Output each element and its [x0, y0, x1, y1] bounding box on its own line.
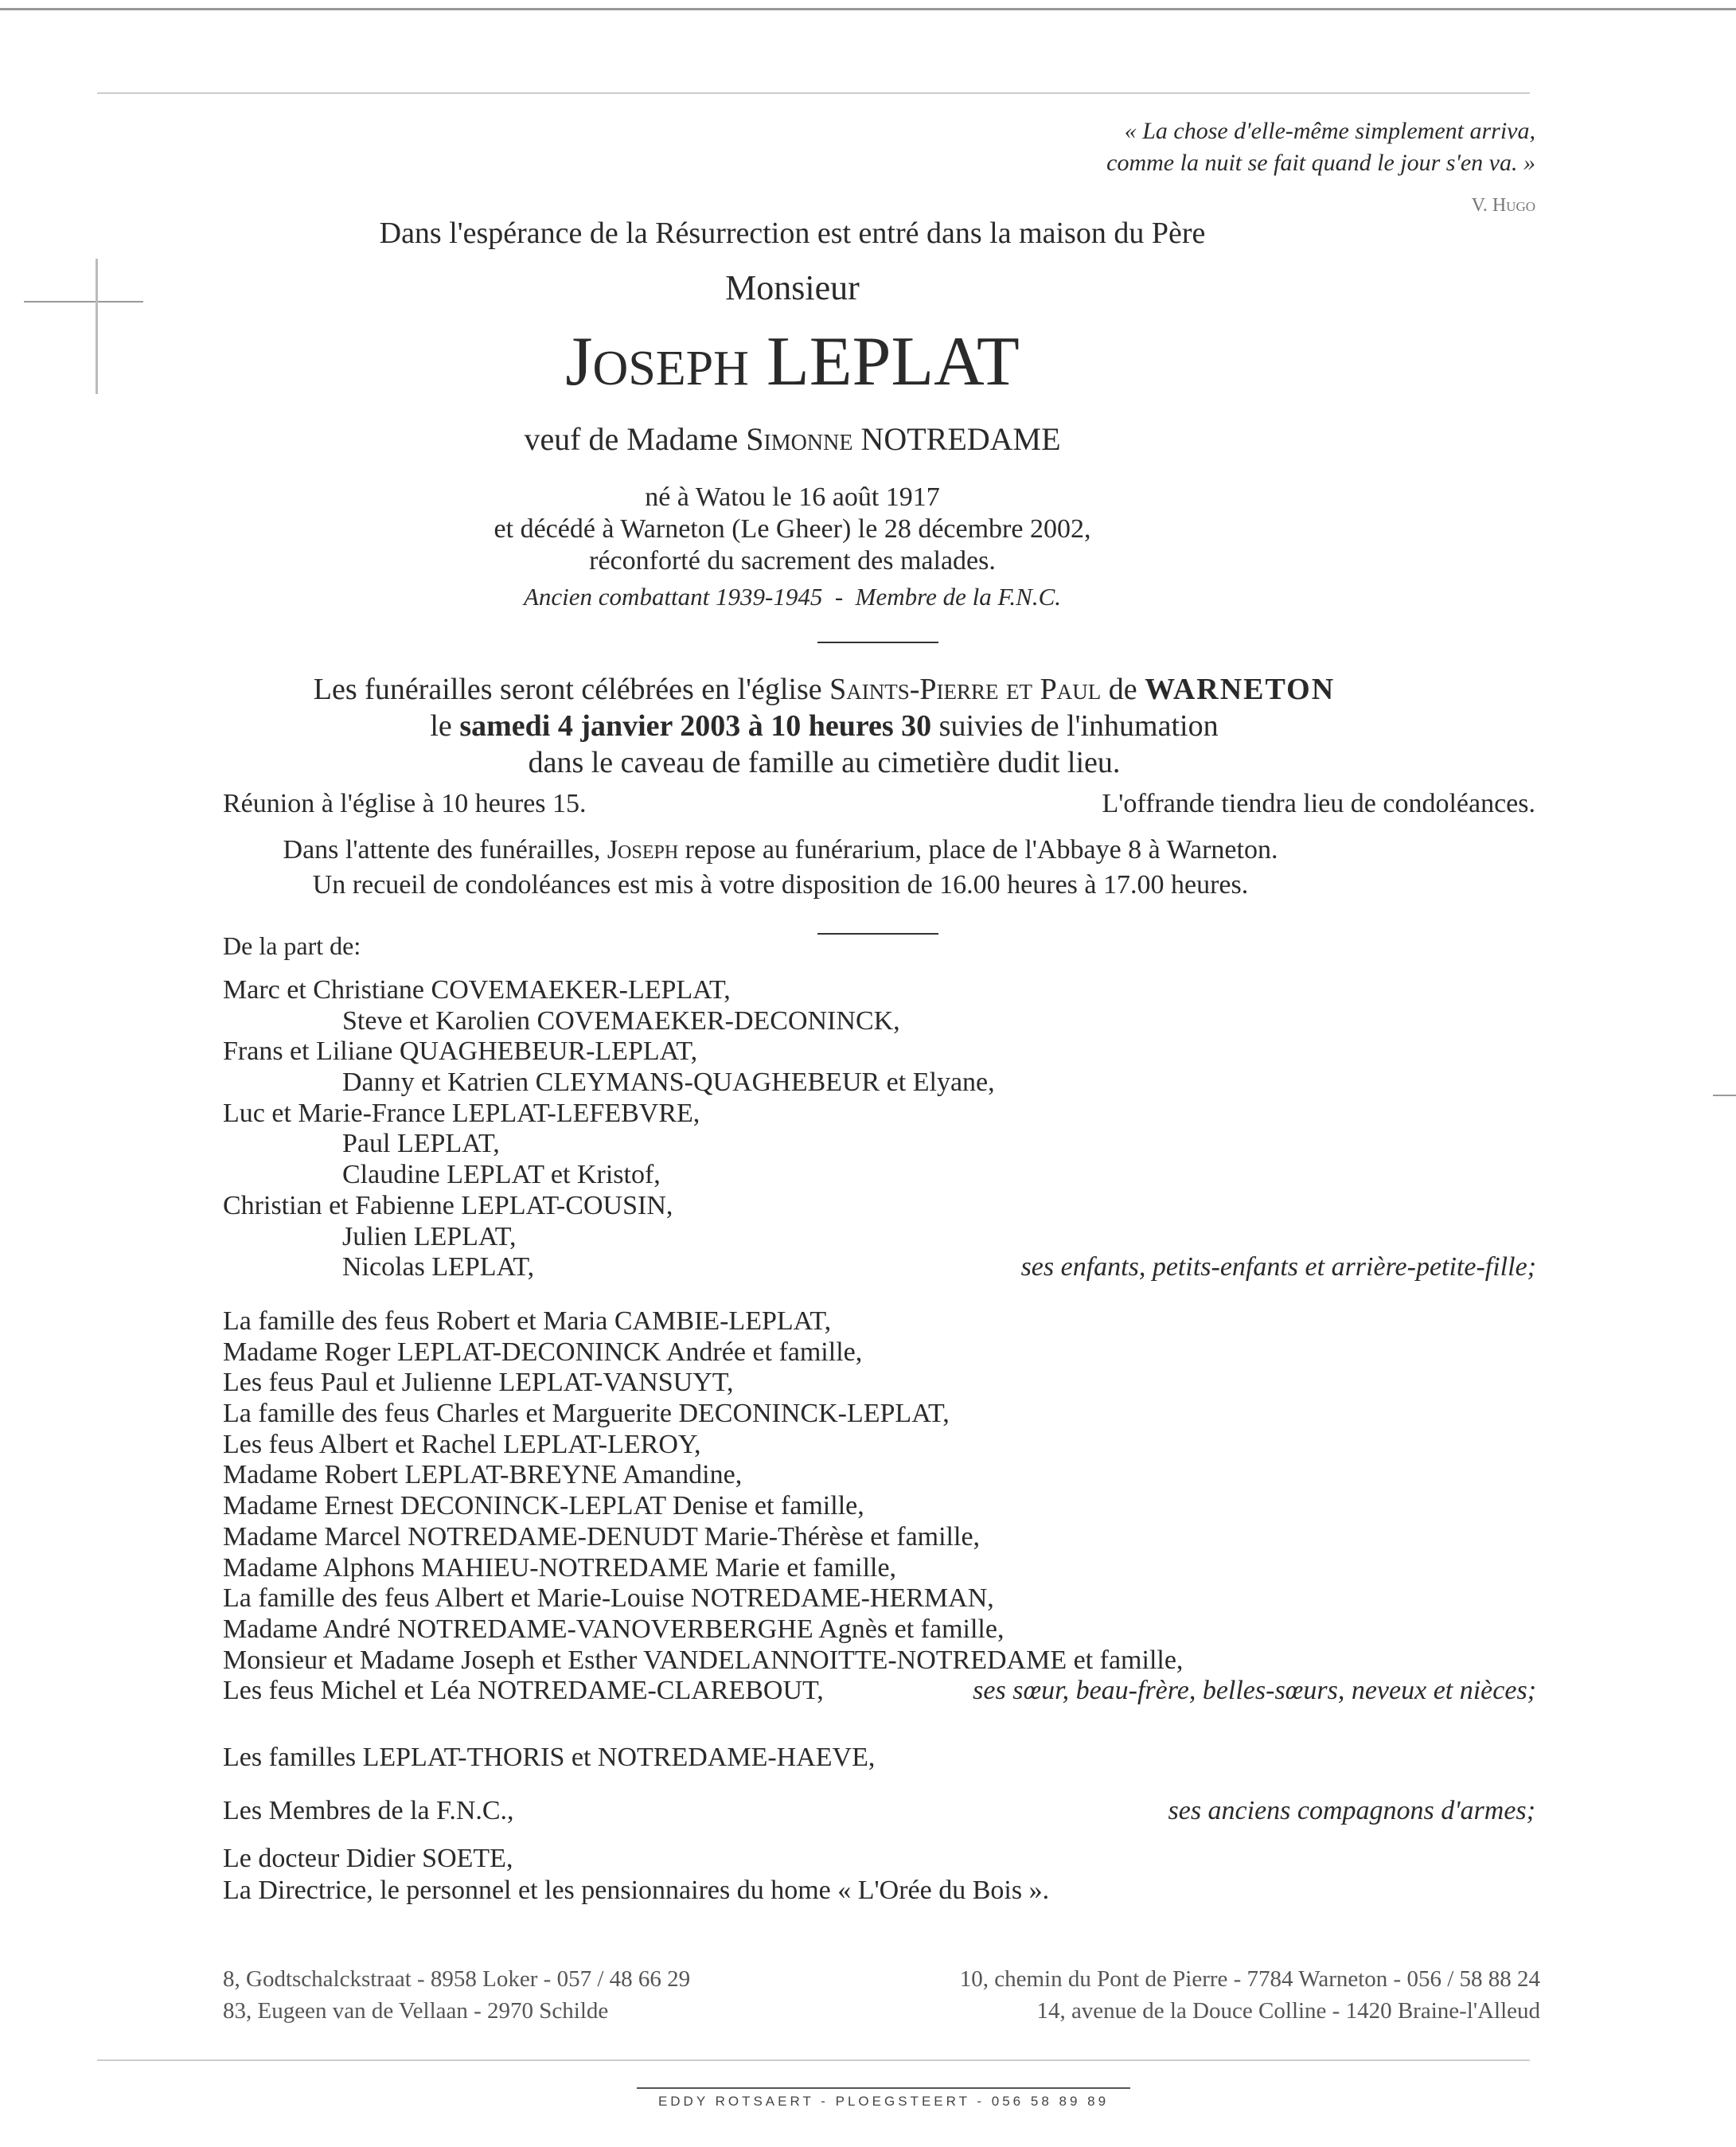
family-line	[223, 1222, 1536, 1253]
family-entry: Julien LEPLAT,	[342, 1221, 517, 1251]
family-entry: Paul LEPLAT,	[342, 1129, 500, 1159]
family-entry: Nicolas LEPLAT,	[342, 1252, 535, 1282]
family-line	[223, 1129, 1536, 1160]
family-line	[223, 1036, 1536, 1068]
family-entry: Marc et Christiane COVEMAEKER-LEPLAT,	[223, 975, 731, 1005]
top-border-line	[97, 92, 1530, 94]
bio-sacrament: réconforté du sacrement des malades.	[589, 546, 996, 576]
bio-veteran: Ancien combattant 1939-1945 - Membre de la F.N.C.	[523, 583, 1061, 611]
address-left-2: 83, Eugeen van de Vellaan - 2970 Schilde	[223, 1998, 609, 2024]
funeral-line-3: dans le caveau de famille au cimetière dudit lieu.	[528, 746, 1121, 779]
family-entry: Monsieur et Madame Joseph et Esther VANDELANNOITTE-NOTREDAME et famille,	[223, 1645, 1184, 1675]
right-fold-mark	[1713, 1095, 1736, 1096]
family-related-families: Les familles LEPLAT-THORIS et NOTREDAME-HAEVE,	[223, 1743, 876, 1772]
family-line	[223, 1614, 1536, 1645]
widower-last-name: NOTREDAME	[860, 421, 1061, 457]
from-label: De la part de:	[223, 931, 361, 960]
family-entry: La famille des feus Charles et Marguerite DECONINCK-LEPLAT,	[223, 1399, 950, 1429]
printer-credit: EDDY ROTSAERT - PLOEGSTEERT - 056 58 89 89	[657, 2094, 1110, 2109]
bio-birth: né à Watou le 16 août 1917	[645, 482, 940, 512]
honorific: Monsieur	[725, 268, 860, 307]
funeral-le: le	[430, 709, 460, 743]
funeral-line-1	[0, 671, 1692, 708]
family-line	[223, 975, 1536, 1006]
quote-line-2: comme la nuit se fait quand le jour s'en va. »	[1106, 150, 1535, 176]
family-entry: La famille des feus Albert et Marie-Louise NOTREDAME-HERMAN,	[223, 1583, 994, 1614]
family-line	[223, 1368, 1536, 1399]
funeral-town: WARNETON	[1145, 673, 1336, 706]
widower-first-name: Simonne	[746, 421, 853, 457]
family-entry: Les feus Albert et Rachel LEPLAT-LEROY,	[223, 1429, 701, 1459]
church-name-2: Paul	[1040, 673, 1102, 706]
family-line	[223, 1553, 1536, 1584]
funeral-datetime: samedi 4 janvier 2003 à 10 heures 30	[459, 709, 932, 743]
family-entry: Claudine LEPLAT et Kristof,	[342, 1160, 661, 1190]
family-entry: Madame Ernest DECONINCK-LEPLAT Denise et famille,	[223, 1491, 864, 1521]
family-line	[223, 1337, 1536, 1368]
bottom-border-line	[97, 2059, 1530, 2061]
relation-children: ses enfants, petits-enfants et arrière-petite-fille;	[1020, 1252, 1536, 1282]
family-children	[223, 975, 1536, 1283]
top-scan-edge	[0, 8, 1736, 10]
funeral-text: Les funérailles seront célébrées en l'église	[313, 673, 830, 706]
family-entry: Danny et Katrien CLEYMANS-QUAGHEBEUR et Elyane,	[342, 1068, 995, 1098]
family-line	[223, 1522, 1536, 1553]
bio-death: et décédé à Warneton (Le Gheer) le 28 décembre 2002,	[493, 514, 1091, 544]
family-line	[223, 1491, 1536, 1522]
family-line	[223, 1460, 1536, 1491]
family-line	[223, 1676, 1536, 1707]
rest-line-2: Un recueil de condoléances est mis à votre disposition de 16.00 heures à 17.00 heures.	[312, 870, 1249, 900]
family-line	[223, 1399, 1536, 1430]
family-entry: Steve et Karolien COVEMAEKER-DECONINCK,	[342, 1005, 900, 1036]
family-line	[223, 1430, 1536, 1461]
address-right-2: 14, avenue de la Douce Colline - 1420 Braine-l'Alleud	[1036, 1998, 1540, 2024]
address-left-1: 8, Godtschalckstraat - 8958 Loker - 057 / 48 66 29	[223, 1966, 691, 1992]
widower-line	[0, 420, 1660, 459]
family-line	[223, 1068, 1536, 1099]
meeting-time: Réunion à l'église à 10 heures 15.	[223, 789, 587, 818]
family-line	[223, 1645, 1536, 1677]
funeral-line-2	[0, 708, 1692, 744]
deceased-name	[0, 318, 1660, 406]
printer-rule	[637, 2087, 1130, 2089]
widower-prefix: veuf de Madame	[524, 421, 739, 457]
family-line	[223, 1006, 1536, 1037]
family-entry: Christian et Fabienne LEPLAT-COUSIN,	[223, 1190, 673, 1220]
rest-text-a: Dans l'attente des funérailles,	[283, 835, 607, 865]
family-entry: Madame Roger LEPLAT-DECONINCK Andrée et famille,	[223, 1337, 863, 1367]
family-line	[223, 1306, 1536, 1337]
family-entry: Madame André NOTREDAME-VANOVERBERGHE Agnès et famille,	[223, 1614, 1005, 1644]
church-name-1: Saints-Pierre	[829, 673, 999, 706]
rest-name: Joseph	[607, 835, 679, 865]
separator-2	[817, 933, 938, 935]
deceased-last-name: LEPLAT	[766, 323, 1020, 400]
rest-text-c: repose au funérarium, place de l'Abbaye 8 à Warneton.	[678, 835, 1278, 865]
family-line	[223, 1099, 1536, 1130]
family-doctor: Le docteur Didier SOETE,	[223, 1844, 513, 1873]
family-care-home: La Directrice, le personnel et les pensionnaires du home « L'Orée du Bois ».	[223, 1876, 1050, 1905]
family-line	[223, 1252, 1536, 1283]
family-entry: Les feus Michel et Léa NOTREDAME-CLAREBOUT,	[223, 1676, 824, 1706]
rest-line-1	[0, 834, 1648, 866]
family-line	[223, 1583, 1536, 1614]
deceased-first-name: Joseph	[565, 323, 749, 400]
family-entry: Luc et Marie-France LEPLAT-LEFEBVRE,	[223, 1098, 700, 1128]
family-entry: Madame Marcel NOTREDAME-DENUDT Marie-Thérèse et famille,	[223, 1521, 981, 1552]
family-siblings	[223, 1306, 1536, 1707]
family-entry: Madame Robert LEPLAT-BREYNE Amandine,	[223, 1460, 743, 1490]
quote-author: V. Hugo	[1471, 195, 1535, 216]
family-entry: Frans et Liliane QUAGHEBEUR-LEPLAT,	[223, 1036, 698, 1067]
family-fnc-members: Les Membres de la F.N.C.,	[223, 1796, 514, 1825]
family-entry: Les feus Paul et Julienne LEPLAT-VANSUYT,	[223, 1368, 734, 1398]
separator-1	[817, 642, 938, 643]
intro-line: Dans l'espérance de la Résurrection est entré dans la maison du Père	[379, 217, 1206, 250]
family-entry: La famille des feus Robert et Maria CAMBIE-LEPLAT,	[223, 1306, 832, 1336]
funeral-de: de	[1101, 673, 1145, 706]
family-entry: Madame Alphons MAHIEU-NOTREDAME Marie et famille,	[223, 1552, 897, 1583]
quote-line-1: « La chose d'elle-même simplement arriva,	[1124, 118, 1535, 144]
address-right-1: 10, chemin du Pont de Pierre - 7784 Warneton - 056 / 58 88 24	[959, 1966, 1540, 1992]
offering-note: L'offrande tiendra lieu de condoléances.	[1102, 789, 1535, 818]
funeral-burial: suivies de l'inhumation	[931, 709, 1219, 743]
relation-siblings: ses sœur, beau-frère, belles-sœurs, neveux et nièces;	[973, 1676, 1536, 1706]
relation-comrades: ses anciens compagnons d'armes;	[1168, 1796, 1535, 1825]
family-line	[223, 1191, 1536, 1222]
church-conj: et	[998, 673, 1040, 706]
family-line	[223, 1160, 1536, 1191]
